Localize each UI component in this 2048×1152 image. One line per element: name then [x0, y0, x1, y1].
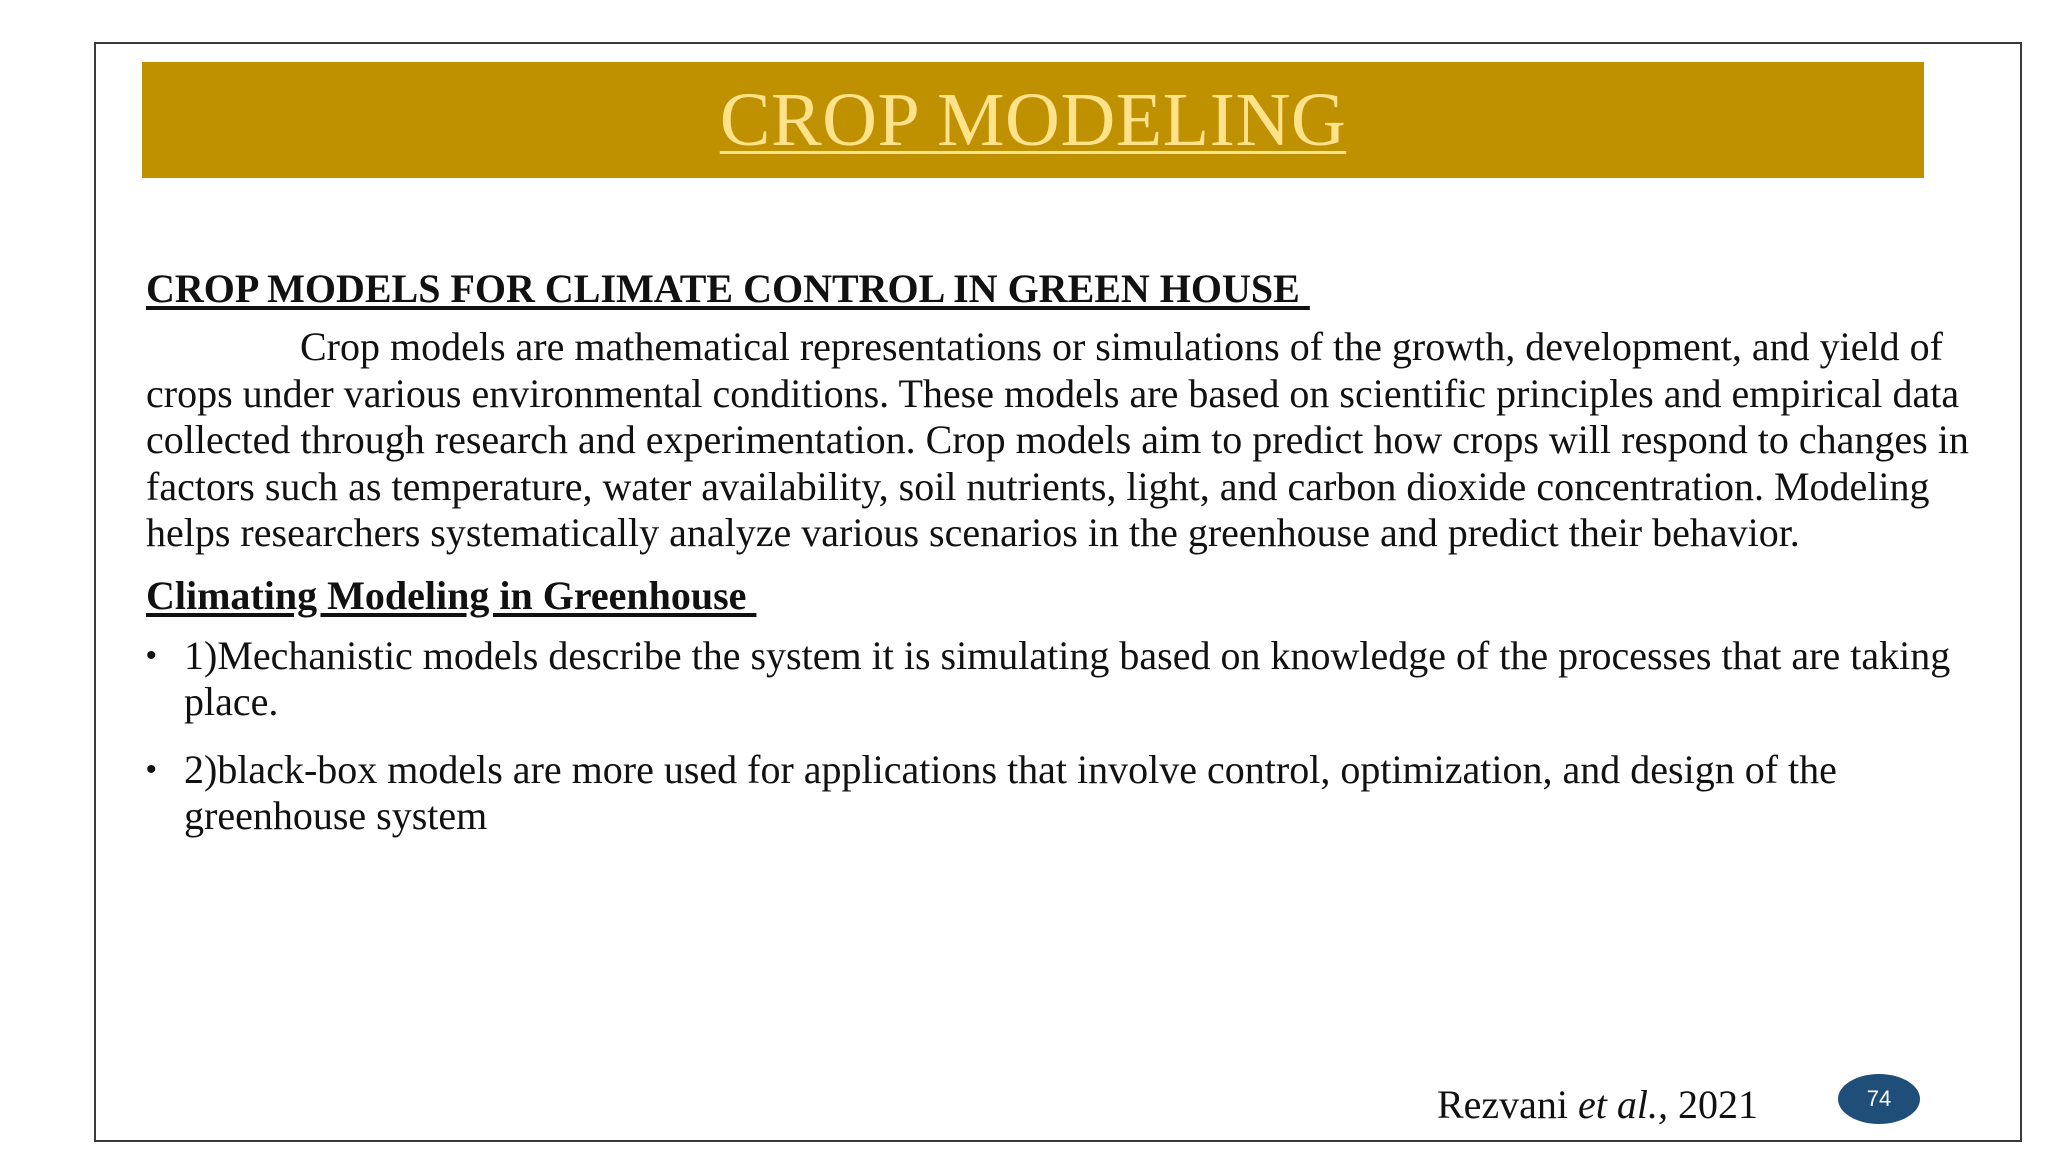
bullet-text: 2)black-box models are more used for applications that involve control, optimization, and design of the greenhouse system	[184, 746, 1837, 838]
bullet-item	[146, 633, 1984, 726]
citation	[1437, 1082, 1758, 1128]
slide-title: CROP MODELING	[719, 77, 1347, 162]
citation-etal: et al.,	[1578, 1082, 1668, 1127]
bullet-text: 1)Mechanistic models describe the system it is simulating based on knowledge of the processes that are taking place.	[184, 632, 1951, 724]
subheading: Climating Modeling in Greenhouse	[146, 572, 757, 618]
page-number-badge	[1838, 1074, 1920, 1124]
slide-content	[146, 262, 1986, 861]
bullet-icon: •	[146, 752, 157, 786]
citation-year: 2021	[1678, 1082, 1758, 1127]
bullet-icon: •	[146, 638, 157, 672]
section-heading: CROP MODELS FOR CLIMATE CONTROL IN GREEN HOUSE	[146, 266, 1310, 311]
citation-author: Rezvani	[1436, 1082, 1569, 1127]
bullet-item	[146, 747, 1984, 840]
body-paragraph: Crop models are mathematical representations or simulations of the growth, development, and yield of crops under various environmental conditions. These models are based on scientific principles and empirical data collected through research and experimentation. Crop models aim to predict how crops will respond to changes in factors such as temperature, water availability, soil nutrients, light, and carbon dioxide concentration. Modeling helps researchers systematically analyze various scenarios in the greenhouse and predict their behavior.	[146, 324, 1969, 555]
page-number: 74	[1866, 1086, 1892, 1111]
bullet-list	[146, 633, 1986, 840]
title-bar	[142, 62, 1924, 178]
